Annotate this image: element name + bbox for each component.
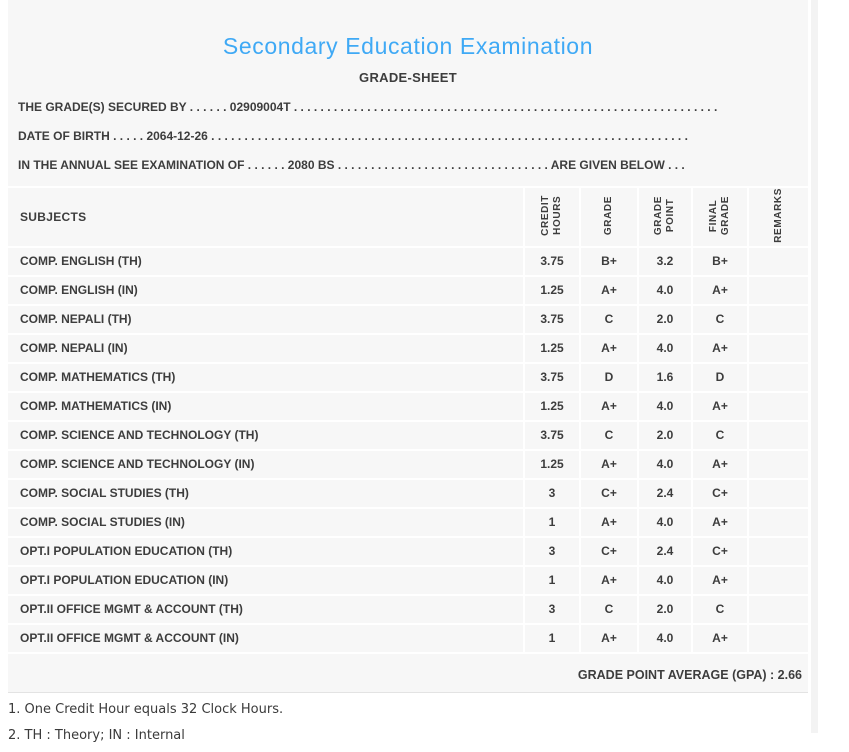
remarks-cell	[748, 479, 808, 508]
grade-point-cell: 4.0	[638, 276, 692, 305]
footnotes	[8, 700, 283, 752]
grade-cell: A+	[580, 450, 638, 479]
final-grade-cell: A+	[692, 334, 748, 363]
column-header-grade: GRADE	[580, 187, 638, 247]
column-header-subjects: SUBJECTS	[8, 187, 524, 247]
gpa-summary: GRADE POINT AVERAGE (GPA) : 2.66	[577, 667, 802, 682]
credit-hours-cell: 3.75	[524, 421, 580, 450]
credit-hours-cell: 1	[524, 566, 580, 595]
table-row	[8, 421, 808, 450]
remarks-cell	[748, 305, 808, 334]
remarks-cell	[748, 450, 808, 479]
final-grade-cell: B+	[692, 247, 748, 276]
grade-cell: C	[580, 421, 638, 450]
grade-cell: B+	[580, 247, 638, 276]
grade-cell: A+	[580, 334, 638, 363]
grade-point-cell: 4.0	[638, 392, 692, 421]
subject-cell: COMP. SOCIAL STUDIES (TH)	[8, 479, 524, 508]
subject-cell: COMP. NEPALI (TH)	[8, 305, 524, 334]
column-header-credit-hours: CREDIT HOURS	[524, 187, 580, 247]
grade-cell: A+	[580, 624, 638, 653]
table-header-row	[8, 187, 808, 247]
grade-point-cell: 2.0	[638, 421, 692, 450]
grade-point-cell: 3.2	[638, 247, 692, 276]
grade-cell: C+	[580, 479, 638, 508]
grade-point-cell: 4.0	[638, 508, 692, 537]
table-row	[8, 624, 808, 653]
table-row	[8, 595, 808, 624]
page-subtitle: GRADE-SHEET	[359, 70, 457, 85]
info-line-examination: IN THE ANNUAL SEE EXAMINATION OF . . . . . . 2080 BS . . . . . . . . . . . . . . . . . . . . . . . . . . . . . . . . ARE GIVEN BELOW . . .	[18, 158, 685, 172]
grade-point-cell: 4.0	[638, 334, 692, 363]
scrollbar-track[interactable]	[811, 0, 818, 733]
credit-hours-cell: 1.25	[524, 392, 580, 421]
remarks-cell	[748, 595, 808, 624]
grade-cell: C	[580, 595, 638, 624]
final-grade-cell: A+	[692, 392, 748, 421]
grade-point-cell: 1.6	[638, 363, 692, 392]
final-grade-cell: C	[692, 421, 748, 450]
credit-hours-cell: 3.75	[524, 305, 580, 334]
credit-hours-cell: 1.25	[524, 334, 580, 363]
remarks-cell	[748, 392, 808, 421]
grade-cell: A+	[580, 276, 638, 305]
final-grade-cell: C+	[692, 537, 748, 566]
subject-cell: COMP. MATHEMATICS (TH)	[8, 363, 524, 392]
table-row	[8, 566, 808, 595]
grade-cell: C+	[580, 537, 638, 566]
remarks-cell	[748, 421, 808, 450]
grade-point-cell: 2.0	[638, 595, 692, 624]
grade-point-cell: 2.4	[638, 479, 692, 508]
credit-hours-cell: 3.75	[524, 363, 580, 392]
credit-hours-cell: 3.75	[524, 247, 580, 276]
credit-hours-cell: 1.25	[524, 450, 580, 479]
candidate-info	[18, 99, 798, 173]
remarks-cell	[748, 276, 808, 305]
credit-hours-cell: 3	[524, 479, 580, 508]
credit-hours-cell: 1	[524, 624, 580, 653]
footnote-credit-hour: 1. One Credit Hour equals 32 Clock Hours.	[8, 702, 284, 717]
table-row	[8, 305, 808, 334]
table-row	[8, 276, 808, 305]
final-grade-cell: D	[692, 363, 748, 392]
subject-cell: OPT.II OFFICE MGMT & ACCOUNT (IN)	[8, 624, 524, 653]
grade-cell: A+	[580, 508, 638, 537]
subject-cell: OPT.II OFFICE MGMT & ACCOUNT (TH)	[8, 595, 524, 624]
table-row	[8, 392, 808, 421]
final-grade-cell: A+	[692, 624, 748, 653]
grade-point-cell: 2.0	[638, 305, 692, 334]
table-row	[8, 537, 808, 566]
subject-cell: OPT.I POPULATION EDUCATION (IN)	[8, 566, 524, 595]
column-header-grade-point: GRADE POINT	[638, 187, 692, 247]
table-row	[8, 363, 808, 392]
grade-cell: A+	[580, 566, 638, 595]
subject-cell: OPT.I POPULATION EDUCATION (TH)	[8, 537, 524, 566]
table-row	[8, 508, 808, 537]
grade-cell: C	[580, 305, 638, 334]
footnote-th-in: 2. TH : Theory; IN : Internal	[8, 728, 185, 743]
table-row	[8, 247, 808, 276]
table-row	[8, 450, 808, 479]
subject-cell: COMP. SCIENCE AND TECHNOLOGY (TH)	[8, 421, 524, 450]
subject-cell: COMP. SOCIAL STUDIES (IN)	[8, 508, 524, 537]
info-line-date-of-birth: DATE OF BIRTH . . . . . 2064-12-26 . . . . . . . . . . . . . . . . . . . . . . . . . . . . . . . . . . . . . . . . . . . . . . . . . . . . . . . . . . . . . . . . . . . . . . . .	[18, 129, 688, 143]
remarks-cell	[748, 363, 808, 392]
table-row	[8, 479, 808, 508]
remarks-cell	[748, 508, 808, 537]
info-line-secured-by: THE GRADE(S) SECURED BY . . . . . . 02909004T . . . . . . . . . . . . . . . . . . . . . . . . . . . . . . . . . . . . . . . . . . . . . . . . . . . . . . . . . . . . . . . .	[18, 100, 718, 114]
remarks-cell	[748, 247, 808, 276]
final-grade-cell: C+	[692, 479, 748, 508]
final-grade-cell: C	[692, 595, 748, 624]
grade-cell: D	[580, 363, 638, 392]
grade-point-cell: 4.0	[638, 566, 692, 595]
subject-cell: COMP. NEPALI (IN)	[8, 334, 524, 363]
grade-point-cell: 4.0	[638, 624, 692, 653]
final-grade-cell: A+	[692, 566, 748, 595]
column-header-final-grade: FINAL GRADE	[692, 187, 748, 247]
subject-cell: COMP. MATHEMATICS (IN)	[8, 392, 524, 421]
remarks-cell	[748, 334, 808, 363]
remarks-cell	[748, 566, 808, 595]
credit-hours-cell: 3	[524, 595, 580, 624]
grade-table	[8, 186, 808, 654]
remarks-cell	[748, 624, 808, 653]
final-grade-cell: A+	[692, 450, 748, 479]
grade-sheet-panel	[8, 0, 808, 693]
credit-hours-cell: 1.25	[524, 276, 580, 305]
table-row	[8, 334, 808, 363]
final-grade-cell: C	[692, 305, 748, 334]
final-grade-cell: A+	[692, 508, 748, 537]
credit-hours-cell: 3	[524, 537, 580, 566]
subject-cell: COMP. ENGLISH (TH)	[8, 247, 524, 276]
grade-cell: A+	[580, 392, 638, 421]
page-title: Secondary Education Examination	[222, 33, 594, 59]
column-header-remarks: REMARKS	[748, 187, 808, 247]
credit-hours-cell: 1	[524, 508, 580, 537]
subject-cell: COMP. SCIENCE AND TECHNOLOGY (IN)	[8, 450, 524, 479]
remarks-cell	[748, 537, 808, 566]
grade-point-cell: 2.4	[638, 537, 692, 566]
subject-cell: COMP. ENGLISH (IN)	[8, 276, 524, 305]
grade-point-cell: 4.0	[638, 450, 692, 479]
final-grade-cell: A+	[692, 276, 748, 305]
